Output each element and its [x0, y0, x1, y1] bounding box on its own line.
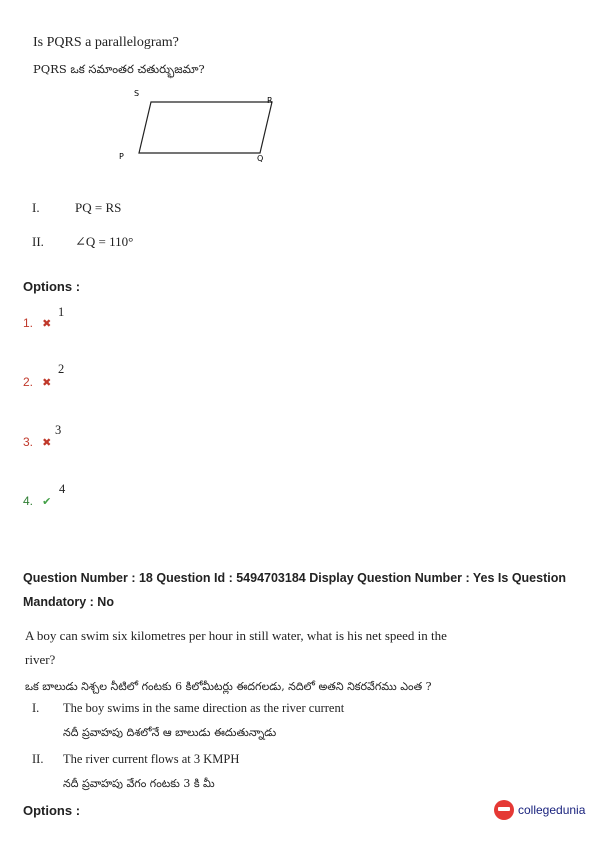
option-value: 2 [58, 362, 65, 376]
option-row [23, 490, 51, 509]
option-value: 3 [55, 423, 62, 437]
cross-icon: ✖ [42, 436, 52, 449]
statement-text: The boy swims in the same direction as the river current [63, 701, 345, 715]
parallelogram-shape [139, 102, 272, 153]
option-row [23, 431, 51, 450]
statement-text-telugu: నదీ ప్రవాహపు దిశలోనే ఆ బాలుడు ఈదుతున్నాడు [63, 726, 277, 739]
statement-text-telugu: నదీ ప్రవాహపు వేగం గంటకు 3 కి మీ [63, 777, 215, 790]
question-text-telugu: PQRS ఒక సమాంతర చతుర్భుజమా? [33, 62, 205, 76]
label-s: S [134, 90, 140, 98]
cross-icon: ✖ [42, 317, 52, 330]
options-heading: Options : [23, 803, 81, 818]
statement-number: I. [32, 701, 40, 715]
options-heading: Options : [23, 279, 81, 294]
label-p: P [119, 152, 124, 161]
statement-number: II. [32, 752, 44, 766]
option-number: 4. [23, 494, 34, 508]
label-q: Q [257, 154, 264, 163]
question-text: A boy can swim six kilometres per hour in still water, what is his net speed in the river? [25, 628, 447, 667]
option-number: 1. [23, 316, 34, 330]
option-row [23, 371, 51, 390]
statement-text: The river current flows at 3 KMPH [63, 752, 240, 766]
question-meta: Question Number : 18 Question Id : 5494703184 Display Question Number : Yes Is Question Mandatory : No [23, 571, 566, 609]
label-r: R [267, 96, 273, 105]
logo-text: collegedunia [518, 803, 586, 817]
statement-number: I. [32, 200, 40, 215]
option-number: 3. [23, 435, 34, 449]
cross-icon: ✖ [42, 376, 52, 389]
statement-text: PQ = RS [75, 200, 122, 215]
option-row [23, 312, 51, 331]
statement-number: II. [32, 234, 44, 249]
option-value: 1 [58, 305, 65, 319]
statement-text: ∠Q = 110° [75, 234, 134, 249]
check-icon: ✔ [42, 495, 52, 508]
option-value: 4 [59, 482, 66, 496]
collegedunia-logo [494, 800, 585, 820]
logo-icon [494, 800, 514, 820]
question-text: Is PQRS a parallelogram? [33, 35, 179, 50]
parallelogram-figure [110, 90, 290, 170]
question-text-telugu: ఒక బాలుడు నిశ్చల నీటిలో గంటకు 6 కిలోమీటర్లు ఈదగలడు, నదిలో అతని నికరవేగము ఎంత ? [25, 680, 432, 693]
option-number: 2. [23, 375, 34, 389]
